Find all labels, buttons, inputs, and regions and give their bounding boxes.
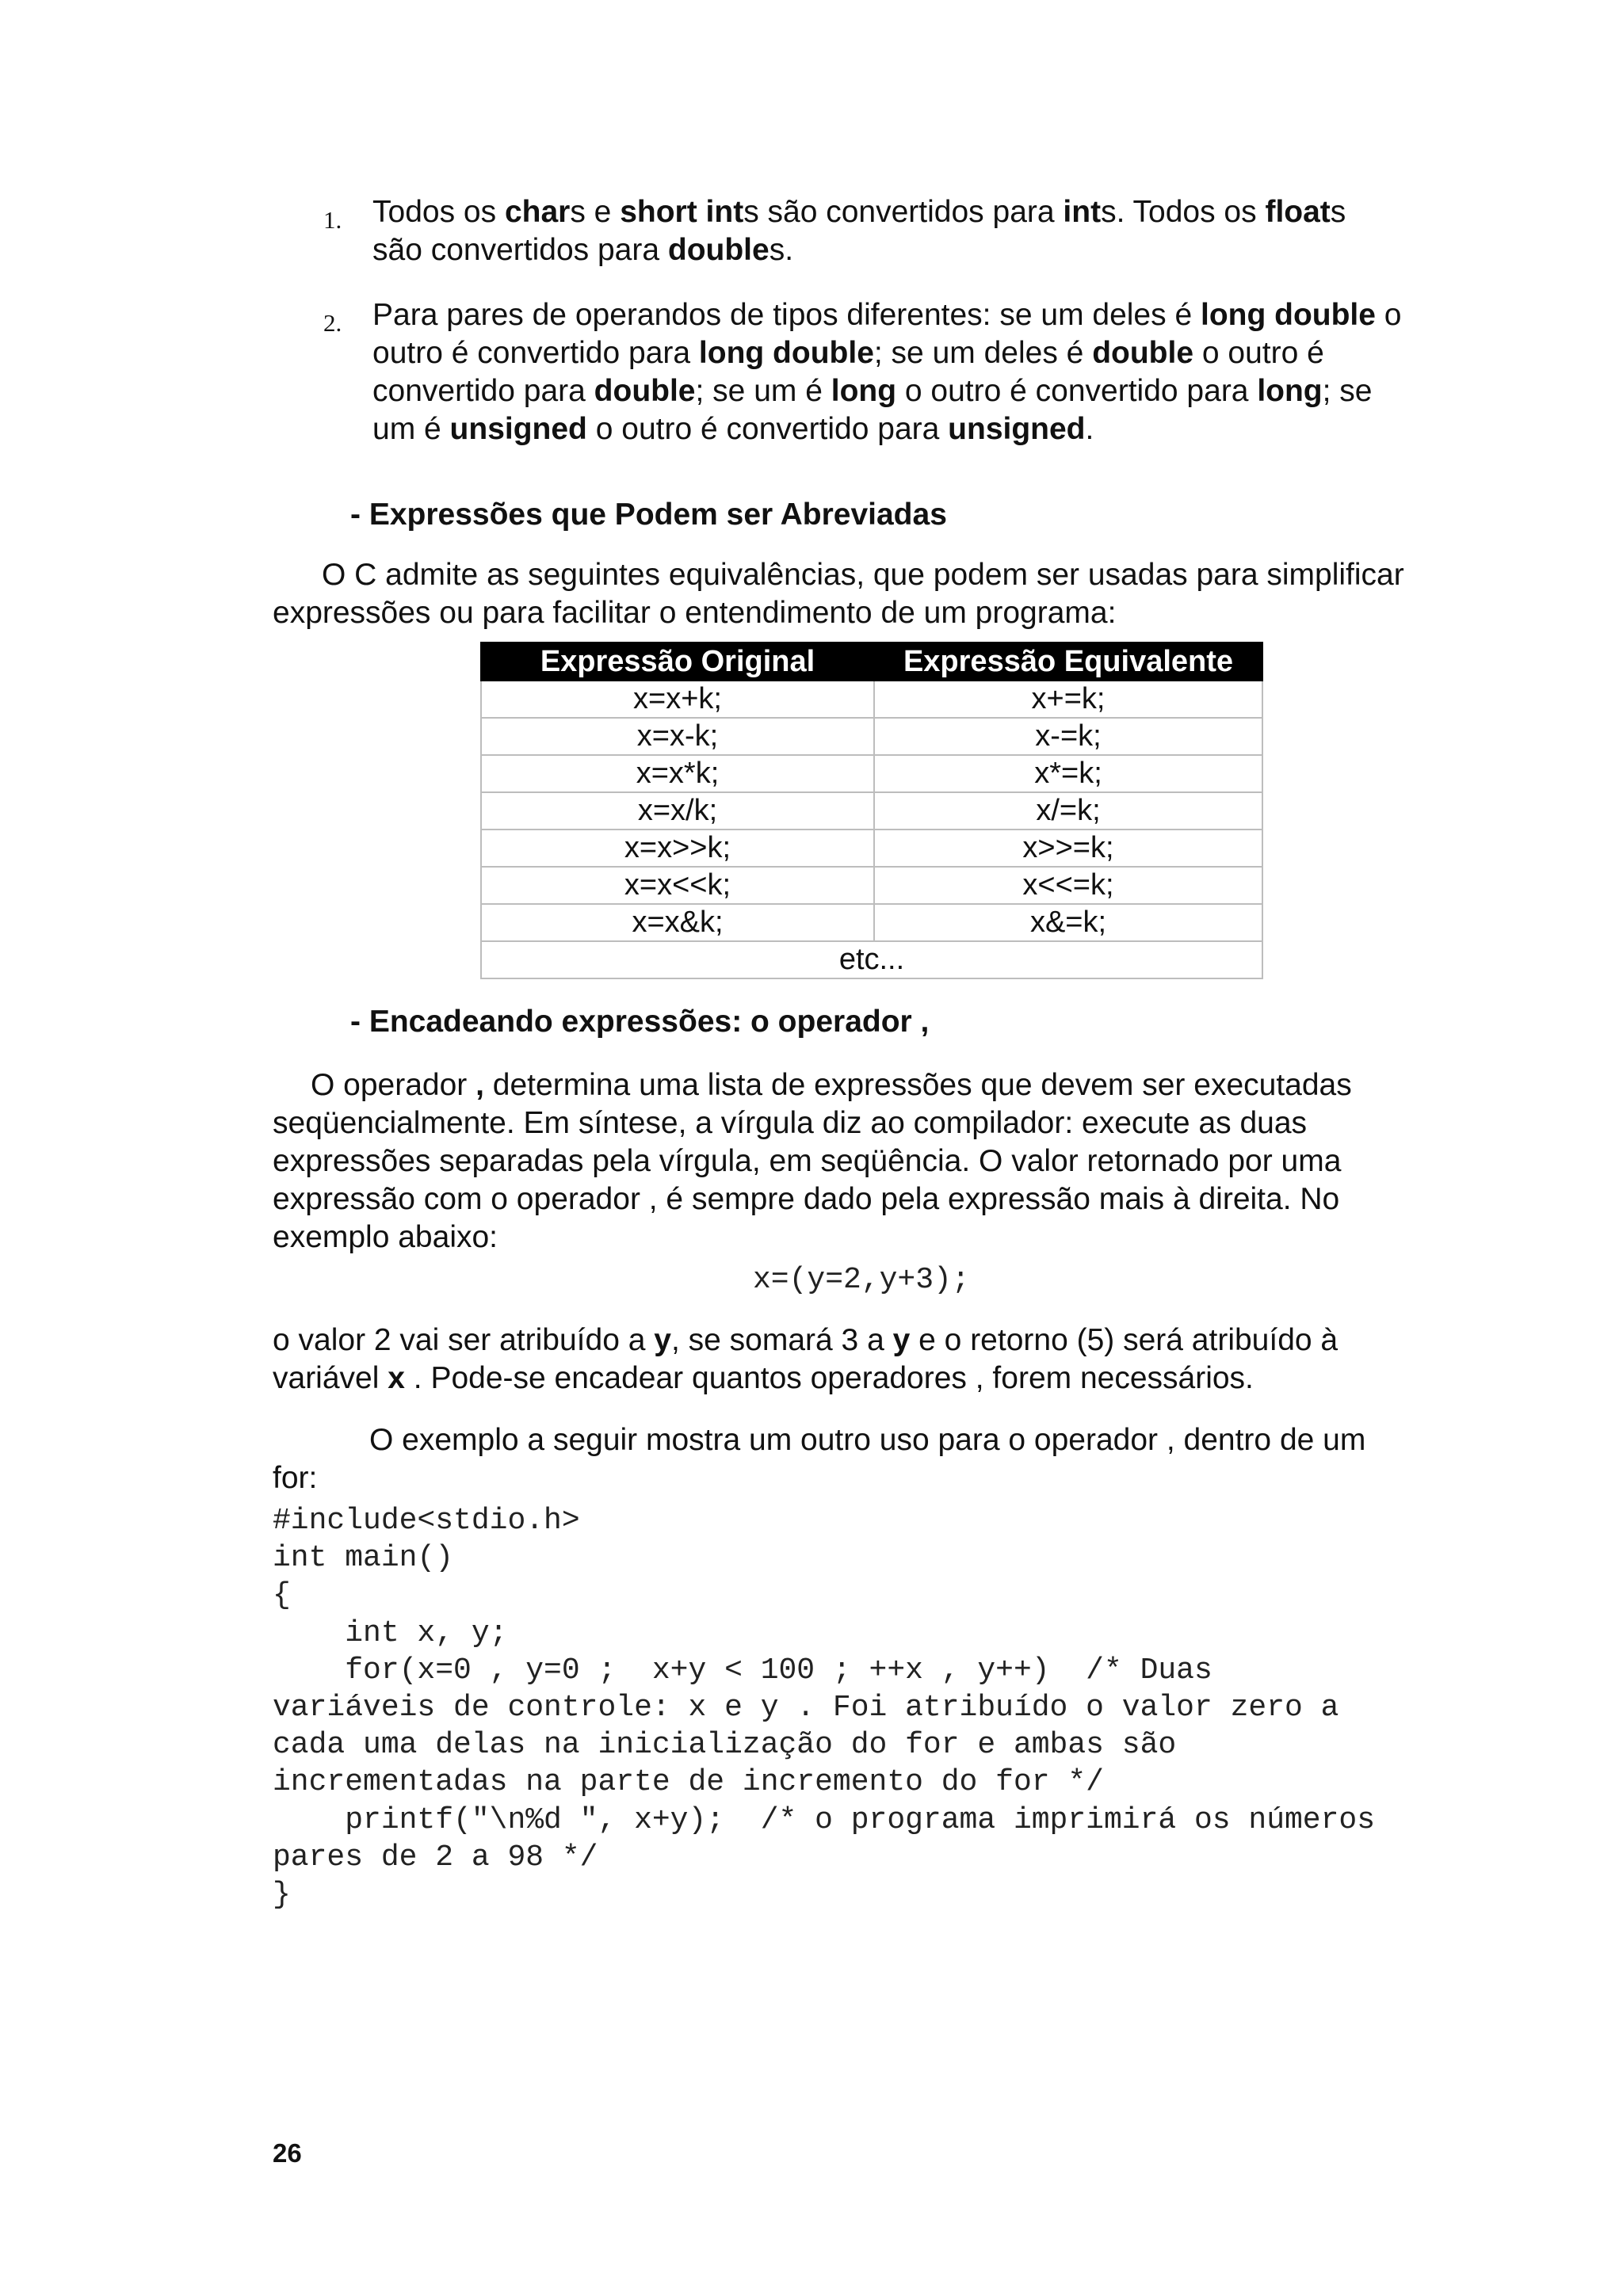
bold-text: long: [831, 374, 897, 408]
text-run: variável: [273, 1361, 388, 1395]
equivalent-expression-cell: x+=k;: [874, 681, 1262, 718]
paragraph-line: [273, 1066, 1422, 1104]
text-run: , se somará 3 a: [670, 1323, 893, 1357]
paragraph-line: [273, 1142, 1422, 1180]
code-line: int x, y;: [273, 1615, 508, 1650]
section-heading-abbreviated: - Expressões que Podem ser Abreviadas: [350, 498, 947, 532]
text-run: O operador: [311, 1068, 476, 1102]
list-item-line: [372, 231, 1479, 269]
text-run: o outro é convertido para: [896, 374, 1258, 408]
table-body: [481, 681, 1262, 978]
list-item-1: [372, 193, 1479, 269]
equivalent-expression-cell: x&=k;: [874, 904, 1262, 941]
original-expression-cell: x=x>>k;: [481, 830, 874, 867]
equivalent-expression-cell: x-=k;: [874, 718, 1262, 755]
column-header-equivalent: Expressão Equivalente: [874, 643, 1262, 681]
list-item-line: [372, 334, 1479, 372]
text-run: ; se um deles é: [873, 336, 1093, 370]
text-run: s são convertidos para: [743, 195, 1064, 229]
bold-text: float: [1265, 195, 1331, 229]
list-item-line: [372, 193, 1479, 231]
list-item-line: [372, 410, 1479, 448]
text-run: determina uma lista de expressões que devem ser executadas: [483, 1068, 1352, 1102]
text-run: Para pares de operandos de tipos diferentes: se um deles é: [372, 298, 1201, 332]
text-run: são convertidos para: [372, 233, 668, 267]
table-footer-row: [481, 941, 1262, 978]
table-row: [481, 830, 1262, 867]
bold-text: double: [667, 233, 769, 267]
intro-line: expressões ou para facilitar o entendimento de um programa:: [273, 596, 1117, 630]
paragraph-line: [273, 1180, 1422, 1219]
for-intro-line: for:: [273, 1461, 318, 1495]
code-line: for(x=0 , y=0 ; x+y < 100 ; ++x , y++) /* Duas: [273, 1653, 1212, 1688]
section1-intro: [273, 556, 1479, 632]
original-expression-cell: x=x-k;: [481, 718, 874, 755]
text-run: .: [1085, 412, 1094, 446]
original-expression-cell: x=x&k;: [481, 904, 874, 941]
list-item-2: [372, 296, 1479, 448]
bold-text: y: [892, 1323, 911, 1357]
paragraph-line: [273, 1104, 1422, 1142]
text-run: outro é convertido para: [372, 336, 699, 370]
text-run: o outro é convertido para: [586, 412, 949, 446]
example-explanation: [273, 1322, 1479, 1398]
text-run: ; se um é: [695, 374, 831, 408]
text-run: e o retorno (5) será atribuído à: [910, 1323, 1338, 1357]
list-item-line: [372, 372, 1479, 410]
bold-text: char: [504, 195, 571, 229]
original-expression-cell: x=x+k;: [481, 681, 874, 718]
code-line: int main(): [273, 1541, 454, 1576]
bold-text: long: [1257, 374, 1323, 408]
bold-text: ,: [475, 1068, 484, 1102]
code-line: variáveis de controle: x e y . Foi atribuído o valor zero a: [273, 1691, 1339, 1726]
paragraph-line: [273, 1219, 1422, 1257]
bold-text: double: [1092, 336, 1194, 370]
example-code-line: x=(y=2,y+3);: [753, 1263, 970, 1297]
original-expression-cell: x=x*k;: [481, 755, 874, 792]
code-line: {: [273, 1578, 291, 1613]
text-run: Todos os: [372, 195, 505, 229]
bold-text: short int: [620, 195, 744, 229]
code-line: incrementadas na parte de incremento do for */: [273, 1765, 1104, 1800]
text-run: ; se: [1322, 374, 1373, 408]
text-run: seqüencialmente. Em síntese, a vírgula diz ao compilador: execute as duas: [273, 1106, 1308, 1140]
equivalent-expression-cell: x/=k;: [874, 792, 1262, 830]
equivalent-expression-cell: x*=k;: [874, 755, 1262, 792]
table-row: [481, 718, 1262, 755]
intro-line: O C admite as seguintes equivalências, que podem ser usadas para simplificar: [322, 558, 1404, 592]
code-line: pares de 2 a 98 */: [273, 1840, 598, 1875]
code-block: [273, 1502, 1375, 1913]
for-intro-line: O exemplo a seguir mostra um outro uso para o operador , dentro de um: [369, 1423, 1366, 1457]
bold-text: int: [1063, 195, 1102, 229]
bold-text: y: [654, 1323, 671, 1357]
bold-text: long double: [698, 336, 874, 370]
explanation-line: [273, 1360, 1479, 1398]
text-run: convertido para: [372, 374, 594, 408]
code-line: printf("\n%d ", x+y); /* o programa imprimirá os números: [273, 1802, 1376, 1837]
explanation-line: [273, 1322, 1479, 1360]
table-row: [481, 755, 1262, 792]
text-run: s. Todos os: [1101, 195, 1266, 229]
text-run: o valor 2 vai ser atribuído a: [273, 1323, 655, 1357]
for-intro: [273, 1421, 1479, 1497]
text-run: expressões separadas pela vírgula, em seqüência. O valor retornado por uma: [273, 1144, 1342, 1178]
text-run: s e: [570, 195, 621, 229]
bold-text: long double: [1200, 298, 1376, 332]
text-run: exemplo abaixo:: [273, 1220, 498, 1254]
equivalence-table: [480, 642, 1263, 979]
text-run: s.: [769, 233, 794, 267]
table-row: [481, 792, 1262, 830]
section-heading-comma-operator: - Encadeando expressões: o operador ,: [350, 1005, 930, 1039]
page-number: 26: [273, 2138, 302, 2168]
equivalent-expression-cell: x<<=k;: [874, 867, 1262, 904]
column-header-original: Expressão Original: [481, 643, 874, 681]
text-run: s: [1330, 195, 1346, 229]
text-run: expressão com o operador , é sempre dado pela expressão mais à direita. No: [273, 1182, 1340, 1216]
table-row: [481, 867, 1262, 904]
list-number: 1.: [323, 206, 342, 234]
text-run: o: [1375, 298, 1402, 332]
comma-operator-paragraph: [273, 1066, 1422, 1257]
table-row: [481, 904, 1262, 941]
list-number: 2.: [323, 309, 342, 337]
list-item-line: [372, 296, 1479, 334]
code-line: #include<stdio.h>: [273, 1504, 580, 1538]
table-header-row: [481, 643, 1262, 681]
code-line: cada uma delas na inicialização do for e ambas são: [273, 1728, 1177, 1763]
text-run: . Pode-se encadear quantos operadores , forem necessários.: [404, 1361, 1254, 1395]
table-row: [481, 681, 1262, 718]
bold-text: double: [594, 374, 696, 408]
bold-text: unsigned: [948, 412, 1086, 446]
equivalent-expression-cell: x>>=k;: [874, 830, 1262, 867]
code-line: }: [273, 1878, 291, 1913]
bold-text: x: [388, 1361, 405, 1395]
original-expression-cell: x=x/k;: [481, 792, 874, 830]
original-expression-cell: x=x<<k;: [481, 867, 874, 904]
bold-text: unsigned: [449, 412, 587, 446]
table-footer-cell: etc...: [481, 941, 1262, 978]
text-run: um é: [372, 412, 450, 446]
text-run: o outro é: [1193, 336, 1324, 370]
